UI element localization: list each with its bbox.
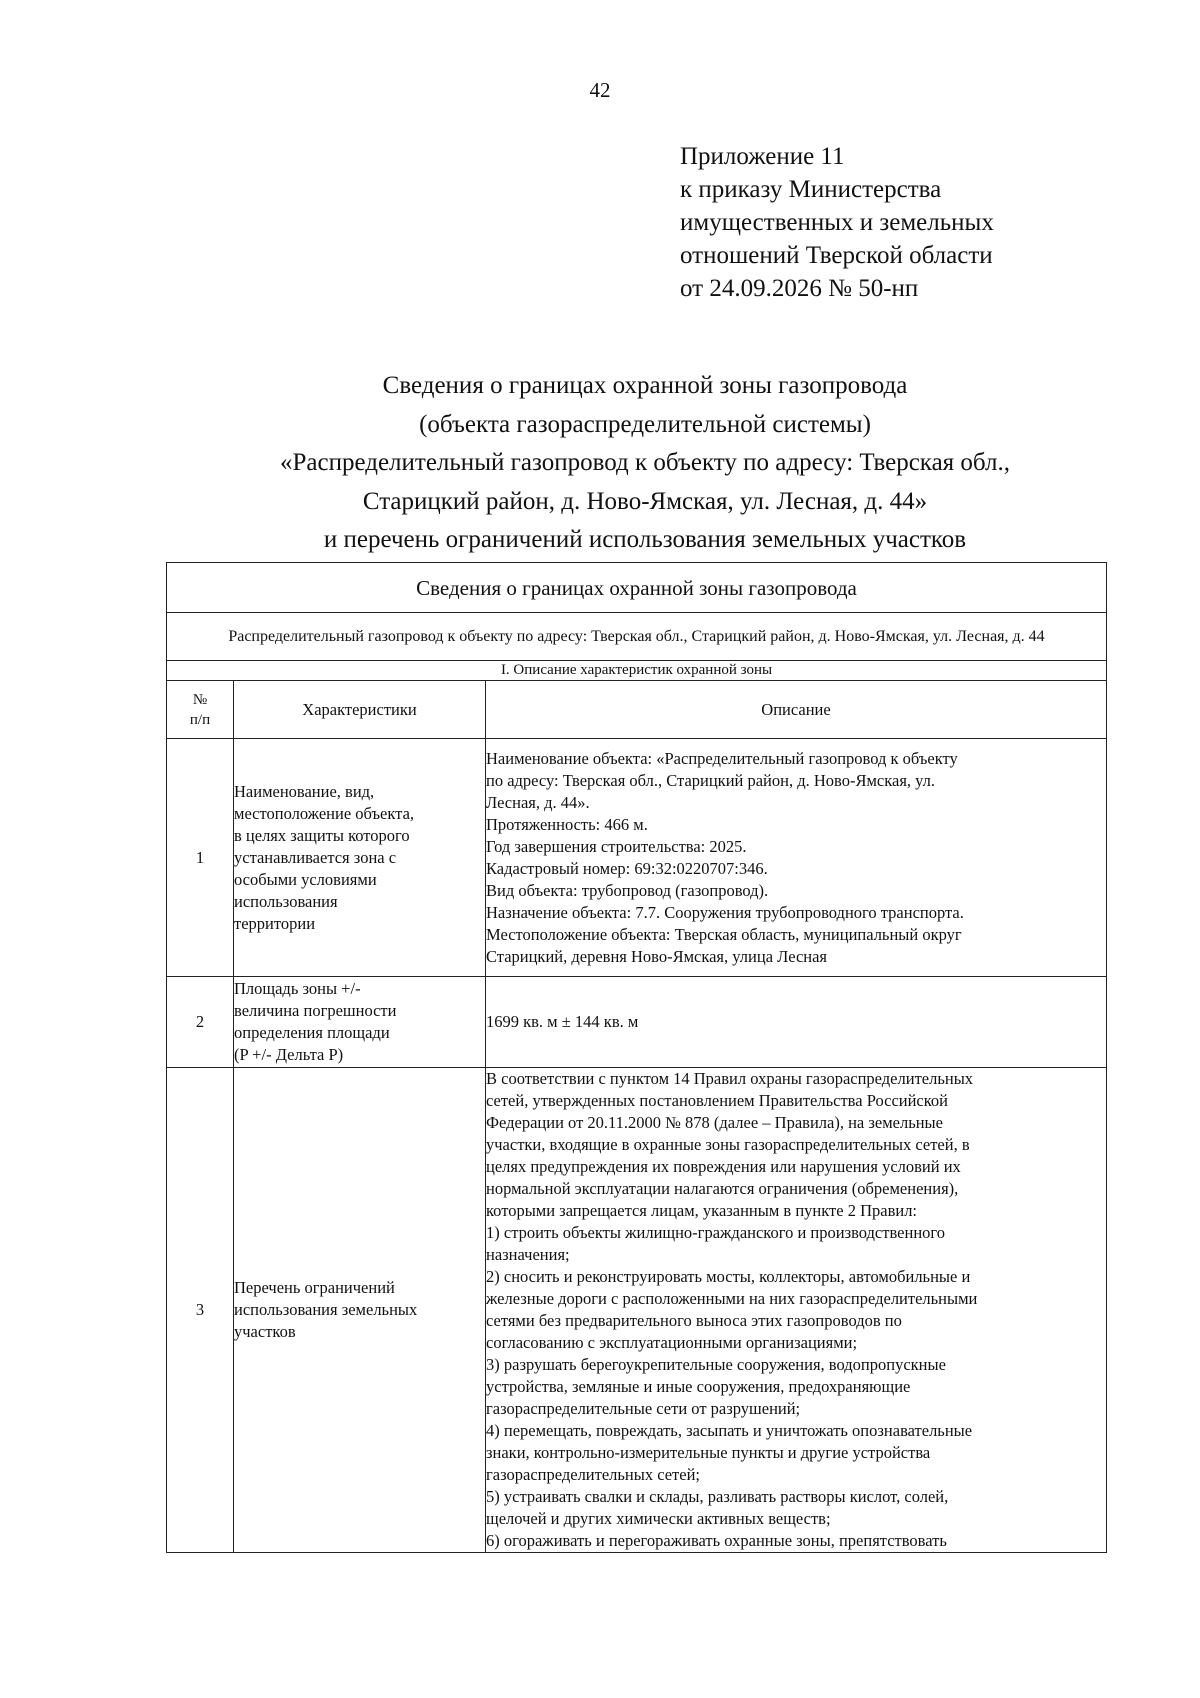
- text-line: Площадь зоны +/-: [234, 979, 361, 998]
- text-line: участков: [234, 1322, 296, 1341]
- text-line: Лесная, д. 44».: [486, 792, 590, 812]
- text-line: 1) строить объекты жилищно-гражданского и производственного: [486, 1223, 946, 1242]
- text-line: 4) перемещать, повреждать, засыпать и уничтожать опознавательные: [486, 1421, 973, 1440]
- text-line: В соответствии с пунктом 14 Правил охраны газораспределительных: [486, 1069, 974, 1088]
- table-subtitle-row: [167, 613, 1107, 661]
- title-line: и перечень ограничений использования земельных участков: [323, 526, 967, 553]
- text-line: Наименование, вид,: [234, 781, 375, 801]
- text-line: Вид объекта: трубопровод (газопровод).: [486, 880, 769, 900]
- appendix-line: от 24.09.2026 № 50-нп: [680, 275, 919, 302]
- appendix-block: [680, 140, 994, 305]
- text-line: назначения;: [486, 1245, 570, 1264]
- text-line: устанавливается зона с: [234, 847, 397, 867]
- text-line: местоположение объекта,: [234, 803, 415, 823]
- table-row: [167, 977, 1107, 1068]
- title-line: «Распределительный газопровод к объекту по адресу: Тверская обл.,: [280, 449, 1010, 476]
- text-line: газораспределительных сетей;: [486, 1465, 701, 1484]
- text-line: сетями без предварительного выноса этих газопроводов по: [486, 1311, 902, 1330]
- text-line: использования: [234, 891, 338, 911]
- table-title: Сведения о границах охранной зоны газопровода: [167, 563, 1107, 613]
- header-number: [167, 681, 234, 739]
- text-line: 2) сносить и реконструировать мосты, коллекторы, автомобильные и: [486, 1267, 971, 1286]
- text-line: использования земельных: [234, 1300, 418, 1319]
- table-title-row: [167, 563, 1107, 613]
- text-line: Наименование объекта: «Распределительный газопровод к объекту: [486, 748, 958, 768]
- text-line: устройства, земляные и иные сооружения, предохраняющие: [486, 1377, 911, 1396]
- text-line: Кадастровый номер: 69:32:0220707:346.: [486, 858, 768, 878]
- row-number: 3: [167, 1068, 234, 1553]
- text-line: по адресу: Тверская обл., Старицкий район, д. Ново-Ямская, ул.: [486, 770, 936, 790]
- text-line: территории: [234, 913, 316, 933]
- table-row: [167, 1068, 1107, 1553]
- text-line: особыми условиями: [234, 869, 377, 889]
- text-line: Назначение объекта: 7.7. Сооружения трубопроводного транспорта.: [486, 902, 964, 922]
- document-title: [0, 367, 1200, 560]
- text-line: сетей, утвержденных постановлением Правительства Российской: [486, 1091, 949, 1110]
- header-description: Описание: [486, 681, 1107, 739]
- page-number: 42: [589, 78, 611, 102]
- text-line: Протяженность: 466 м.: [486, 814, 648, 834]
- header-characteristics: Характеристики: [234, 681, 486, 739]
- text-line: величина погрешности: [234, 1001, 397, 1020]
- text-line: согласованию с эксплуатационными организациями;: [486, 1333, 858, 1352]
- table-row: [167, 739, 1107, 977]
- text-line: Местоположение объекта: Тверская область, муниципальный округ: [486, 924, 962, 944]
- table-header-row: [167, 681, 1107, 739]
- text-line: 1699 кв. м ± 144 кв. м: [486, 1012, 639, 1031]
- text-line: участки, входящие в охранные зоны газораспределительных сетей, в: [486, 1135, 970, 1154]
- text-line: нормальной эксплуатации налагаются ограничения (обременения),: [486, 1179, 959, 1198]
- text-line: Перечень ограничений: [234, 1278, 395, 1297]
- text-line: целях предупреждения их повреждения или нарушения условий их: [486, 1157, 961, 1176]
- title-line: Старицкий район, д. Ново-Ямская, ул. Лесная, д. 44»: [362, 487, 928, 515]
- text-line: газораспределительные сети от разрушений;: [486, 1399, 801, 1418]
- table-section-row: [167, 661, 1107, 681]
- text-line: которыми запрещается лицам, указанным в пункте 2 Правил:: [486, 1201, 918, 1220]
- title-line: Сведения о границах охранной зоны газопровода: [382, 372, 908, 399]
- text-line: 5) устраивать свалки и склады, разливать растворы кислот, солей,: [486, 1487, 949, 1506]
- row-characteristic: [234, 739, 486, 977]
- text-line: Федерации от 20.11.2000 № 878 (далее – Правила), на земельные: [486, 1113, 943, 1132]
- row-description: [486, 739, 1107, 977]
- appendix-line: Приложение 11: [680, 143, 845, 170]
- header-number-line: №: [192, 691, 208, 708]
- appendix-line: отношений Тверской области: [680, 242, 993, 269]
- text-line: определения площади: [234, 1023, 390, 1042]
- text-line: Год завершения строительства: 2025.: [486, 836, 747, 856]
- header-number-line: п/п: [189, 711, 211, 728]
- text-line: (P +/- Дельта P): [234, 1045, 344, 1064]
- protection-zone-table: [166, 562, 1107, 1553]
- text-line: железные дороги с расположенными на них газораспределительными: [486, 1289, 978, 1308]
- text-line: Старицкий, деревня Ново-Ямская, улица Лесная: [486, 946, 828, 966]
- text-line: 6) огораживать и перегораживать охранные зоны, препятствовать: [486, 1531, 947, 1550]
- row-number: 1: [167, 739, 234, 977]
- row-description: [486, 1068, 1107, 1553]
- row-number: 2: [167, 977, 234, 1068]
- row-characteristic: [234, 977, 486, 1068]
- row-description: [486, 977, 1107, 1068]
- appendix-line: имущественных и земельных: [680, 209, 994, 236]
- text-line: в целях защиты которого: [234, 825, 410, 845]
- title-line: (объекта газораспределительной системы): [419, 410, 871, 438]
- appendix-line: к приказу Министерства: [680, 176, 942, 203]
- text-line: знаки, контрольно-измерительные пункты и другие устройства: [486, 1443, 931, 1462]
- section-heading: I. Описание характеристик охранной зоны: [167, 661, 1107, 681]
- row-characteristic: [234, 1068, 486, 1553]
- table-subtitle: Распределительный газопровод к объекту по адресу: Тверская обл., Старицкий район, д. Ново-Ямская, ул. Лесная, д. 44: [167, 613, 1107, 661]
- text-line: щелочей и других химически активных веществ;: [486, 1509, 831, 1528]
- text-line: 3) разрушать берегоукрепительные сооружения, водопропускные: [486, 1355, 946, 1374]
